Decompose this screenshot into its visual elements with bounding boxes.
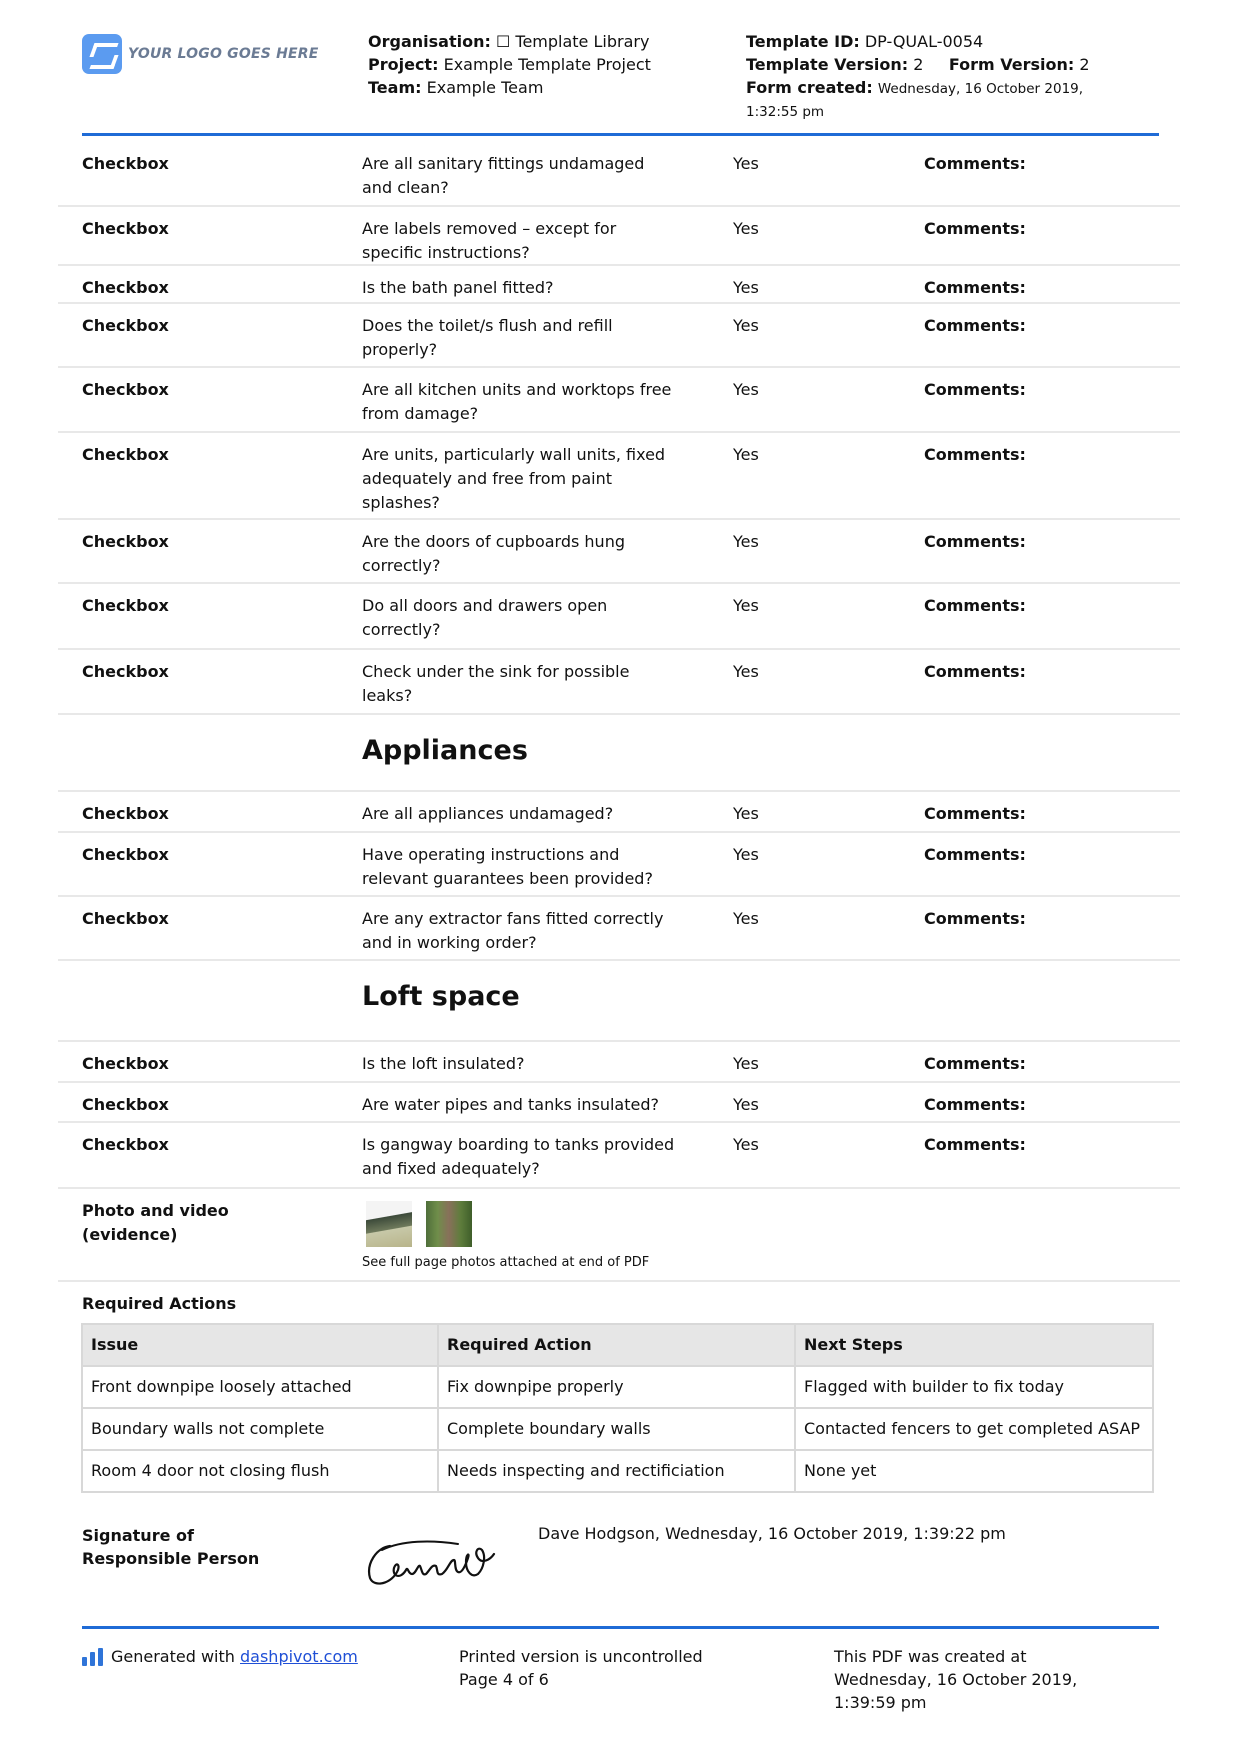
checklist-row — [58, 433, 1180, 520]
organisation-value: ☐ Template Library — [495, 32, 650, 51]
item-question: Are the doors of cupboards hung correctly? — [362, 532, 625, 575]
item-answer: Yes — [733, 316, 759, 335]
checklist-row — [58, 833, 1180, 897]
form-version-value: 2 — [1079, 55, 1090, 74]
item-comments-label: Comments: — [924, 909, 1026, 928]
item-answer: Yes — [733, 1095, 759, 1114]
footer-created: This PDF was created at Wednesday, 16 October 2019, 1:39:59 pm — [834, 1647, 1078, 1712]
signature-label: Signature of Responsible Person — [82, 1526, 260, 1568]
table-cell: Needs inspecting and rectificiation — [438, 1450, 795, 1492]
checklist-row — [58, 142, 1180, 207]
dashpivot-link[interactable]: dashpivot.com — [240, 1647, 358, 1666]
form-version-label: Form Version: — [948, 55, 1075, 74]
item-type: Checkbox — [82, 1135, 169, 1154]
table-row — [82, 1366, 1153, 1408]
checklist-row — [58, 1123, 1180, 1189]
form-created-label: Form created: — [746, 78, 873, 97]
item-type: Checkbox — [82, 845, 169, 864]
checklist-row — [58, 520, 1180, 584]
photo-caption: See full page photos attached at end of PDF — [362, 1255, 650, 1270]
item-type: Checkbox — [82, 1095, 169, 1114]
table-header-next-steps: Next Steps — [795, 1324, 1153, 1366]
table-row — [82, 1450, 1153, 1492]
section-title-loft: Loft space — [362, 981, 520, 1012]
item-question: Does the toilet/s flush and refill properly? — [362, 316, 613, 359]
footer-generated-text: Generated with — [111, 1647, 240, 1666]
item-question: Is the loft insulated? — [362, 1054, 525, 1073]
item-type: Checkbox — [82, 445, 169, 464]
section-title-appliances: Appliances — [362, 735, 528, 766]
logo-text: YOUR LOGO GOES HERE — [128, 46, 319, 62]
table-header-row — [82, 1324, 1153, 1366]
item-question: Have operating instructions and relevant guarantees been provided? — [362, 845, 653, 888]
dashpivot-icon — [82, 1648, 103, 1666]
table-cell: Front downpipe loosely attached — [82, 1366, 438, 1408]
item-comments-label: Comments: — [924, 219, 1026, 238]
checklist-row — [58, 1083, 1180, 1123]
item-answer: Yes — [733, 1054, 759, 1073]
table-cell: Flagged with builder to fix today — [795, 1366, 1153, 1408]
checklist-row — [58, 584, 1180, 650]
item-comments-label: Comments: — [924, 1054, 1026, 1073]
item-question: Are any extractor fans fitted correctly and in working order? — [362, 909, 664, 952]
footer-center — [459, 1645, 703, 1691]
item-question: Is the bath panel fitted? — [362, 278, 554, 297]
template-version-value: 2 — [913, 55, 924, 74]
item-comments-label: Comments: — [924, 278, 1026, 297]
item-type: Checkbox — [82, 316, 169, 335]
project-label: Project: — [368, 55, 439, 74]
checklist-row — [58, 266, 1180, 304]
item-answer: Yes — [733, 278, 759, 297]
team-label: Team: — [368, 78, 422, 97]
template-version-label: Template Version: — [746, 55, 909, 74]
header-project-info — [368, 30, 651, 99]
item-comments-label: Comments: — [924, 154, 1026, 173]
item-comments-label: Comments: — [924, 804, 1026, 823]
item-question: Do all doors and drawers open correctly? — [362, 596, 608, 639]
item-answer: Yes — [733, 596, 759, 615]
form-created-value: Wednesday, 16 October 2019, — [877, 81, 1084, 97]
template-id-label: Template ID: — [746, 32, 860, 51]
item-comments-label: Comments: — [924, 1095, 1026, 1114]
table-cell: None yet — [795, 1450, 1153, 1492]
table-header-required-action: Required Action — [438, 1324, 795, 1366]
item-type: Checkbox — [82, 154, 169, 173]
photo-thumbnail-2[interactable] — [426, 1201, 472, 1247]
table-cell: Room 4 door not closing flush — [82, 1450, 438, 1492]
header-template-info — [746, 30, 1090, 124]
table-header-issue: Issue — [82, 1324, 438, 1366]
checklist-row — [58, 650, 1180, 715]
item-comments-label: Comments: — [924, 845, 1026, 864]
item-answer: Yes — [733, 219, 759, 238]
checklist-row — [58, 1042, 1180, 1083]
item-question: Are all sanitary fittings undamaged and clean? — [362, 154, 645, 197]
table-cell: Fix downpipe properly — [438, 1366, 795, 1408]
item-answer: Yes — [733, 662, 759, 681]
item-answer: Yes — [733, 445, 759, 464]
item-type: Checkbox — [82, 219, 169, 238]
checklist-row — [58, 368, 1180, 433]
logo — [82, 34, 319, 74]
project-value: Example Template Project — [443, 55, 651, 74]
form-created-time: 1:32:55 pm — [746, 104, 825, 120]
photo-thumbnail-1[interactable] — [366, 1201, 412, 1247]
item-comments-label: Comments: — [924, 445, 1026, 464]
item-answer: Yes — [733, 909, 759, 928]
item-question: Are labels removed – except for specific instructions? — [362, 219, 617, 262]
template-id-value: DP-QUAL-0054 — [864, 32, 984, 51]
item-type: Checkbox — [82, 804, 169, 823]
item-answer: Yes — [733, 1135, 759, 1154]
item-question: Check under the sink for possible leaks? — [362, 662, 630, 705]
item-answer: Yes — [733, 380, 759, 399]
checklist-row — [58, 304, 1180, 368]
table-cell: Boundary walls not complete — [82, 1408, 438, 1450]
item-type: Checkbox — [82, 532, 169, 551]
item-answer: Yes — [733, 532, 759, 551]
item-answer: Yes — [733, 804, 759, 823]
item-type: Checkbox — [82, 909, 169, 928]
required-actions-table — [81, 1323, 1154, 1493]
item-question: Are water pipes and tanks insulated? — [362, 1095, 659, 1114]
item-comments-label: Comments: — [924, 532, 1026, 551]
item-type: Checkbox — [82, 278, 169, 297]
item-answer: Yes — [733, 154, 759, 173]
item-comments-label: Comments: — [924, 316, 1026, 335]
checklist-row — [58, 207, 1180, 266]
item-type: Checkbox — [82, 596, 169, 615]
signature-image — [362, 1530, 500, 1592]
table-cell: Complete boundary walls — [438, 1408, 795, 1450]
checklist — [58, 142, 1180, 1282]
item-type: Checkbox — [82, 662, 169, 681]
page-header — [82, 28, 1159, 136]
item-question: Are units, particularly wall units, fixed adequately and free from paint splashes? — [362, 445, 666, 512]
required-actions-title: Required Actions — [82, 1294, 237, 1313]
item-question: Are all appliances undamaged? — [362, 804, 614, 823]
photo-evidence-row — [58, 1189, 1180, 1282]
page-footer — [82, 1626, 1159, 1726]
checklist-row — [58, 792, 1180, 833]
section-heading-row — [58, 715, 1180, 792]
item-question: Are all kitchen units and worktops free from damage? — [362, 380, 672, 423]
item-comments-label: Comments: — [924, 1135, 1026, 1154]
item-comments-label: Comments: — [924, 380, 1026, 399]
item-comments-label: Comments: — [924, 662, 1026, 681]
organisation-label: Organisation: — [368, 32, 491, 51]
table-cell: Contacted fencers to get completed ASAP — [795, 1408, 1153, 1450]
footer-generated — [82, 1645, 358, 1668]
item-answer: Yes — [733, 845, 759, 864]
footer-page-number: Page 4 of 6 — [459, 1670, 549, 1689]
section-heading-row — [58, 961, 1180, 1042]
signature-signed-by: Dave Hodgson, Wednesday, 16 October 2019, 1:39:22 pm — [538, 1524, 1006, 1543]
photo-label: Photo and video (evidence) — [82, 1201, 229, 1244]
logo-icon — [82, 34, 122, 74]
team-value: Example Team — [426, 78, 544, 97]
item-question: Is gangway boarding to tanks provided and fixed adequately? — [362, 1135, 675, 1178]
item-type: Checkbox — [82, 380, 169, 399]
table-row — [82, 1408, 1153, 1450]
footer-uncontrolled: Printed version is uncontrolled — [459, 1647, 703, 1666]
checklist-row — [58, 897, 1180, 961]
item-comments-label: Comments: — [924, 596, 1026, 615]
item-type: Checkbox — [82, 1054, 169, 1073]
